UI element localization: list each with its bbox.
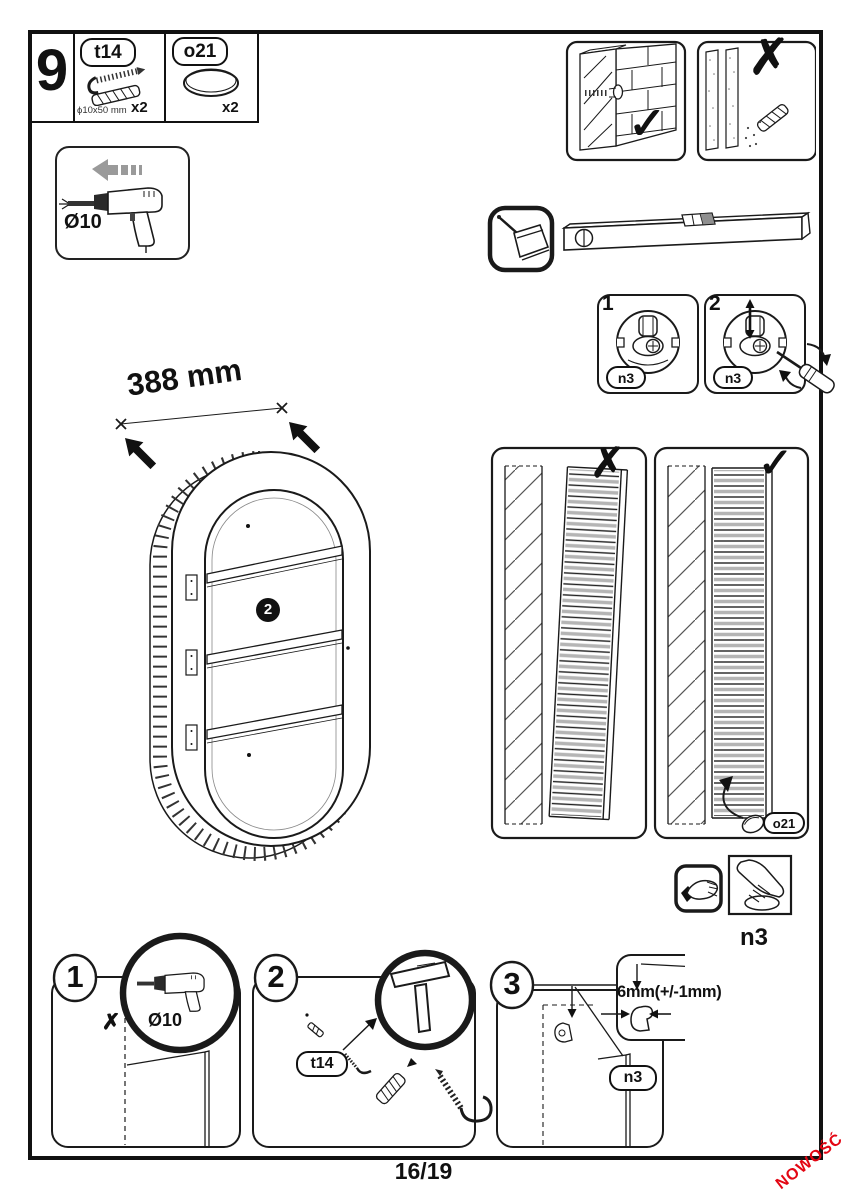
cam-part-label: n3 (713, 366, 753, 389)
new-product-badge: NOWOŚĆ (772, 1130, 847, 1193)
oval-cap-icon (168, 60, 254, 102)
o21-quantity: x2 (222, 99, 239, 116)
screw-size-spec: ϕ10x50 mm (77, 105, 127, 116)
drill-icon (56, 147, 185, 255)
mount-check-panels (485, 440, 815, 842)
hook-gap-dimension: 6mm(+/-1mm) (617, 983, 722, 1001)
part-label-o21: o21 (172, 37, 228, 66)
cam-part-label: n3 (606, 366, 646, 389)
parts-box-divider (73, 30, 75, 121)
step-2-number: 2 (267, 959, 285, 994)
step-1-number: 1 (66, 959, 84, 994)
parts-box-divider (164, 30, 166, 121)
step2-part-label: t14 (296, 1051, 348, 1077)
cam-step-1-number: 1 (602, 292, 614, 315)
callout-part-title: n3 (740, 924, 769, 951)
part-label-t14: t14 (80, 38, 136, 67)
cabinet-side-straight (712, 468, 772, 818)
bottom-steps-panels (45, 930, 685, 1152)
wall-bad-cross: ✗ (748, 28, 790, 86)
step1-drill-diameter: Ø10 (148, 1010, 183, 1030)
dustpan-and-level (486, 200, 820, 276)
cam-lock-front-view (617, 311, 679, 373)
width-measurement-label: 388 mm (124, 351, 244, 403)
mount-ok-checkmark: ✓ (758, 438, 794, 487)
oval-cabinet-drawing (140, 440, 390, 865)
step3-part-label: n3 (609, 1065, 657, 1091)
spirit-level-icon (564, 213, 810, 250)
hand-icons (672, 852, 797, 922)
wall-strip (668, 466, 705, 824)
mount-bad-cross: ✗ (590, 438, 626, 487)
step-number: 9 (35, 38, 69, 103)
cam-step-2-number: 2 (709, 292, 721, 315)
page-indicator: 16/19 (394, 1158, 453, 1184)
wall-strip (505, 466, 542, 824)
t14-quantity: x2 (131, 99, 148, 116)
drill-spot-cross: ✗ (102, 1010, 121, 1035)
cabinet-part-badge: 2 (256, 598, 280, 622)
step-3-number: 3 (503, 966, 521, 1001)
hook-side-view (631, 1006, 652, 1031)
drill-diameter-label: Ø10 (64, 211, 102, 233)
wall-ok-checkmark: ✓ (628, 96, 667, 150)
cap-part-label: o21 (763, 812, 805, 834)
